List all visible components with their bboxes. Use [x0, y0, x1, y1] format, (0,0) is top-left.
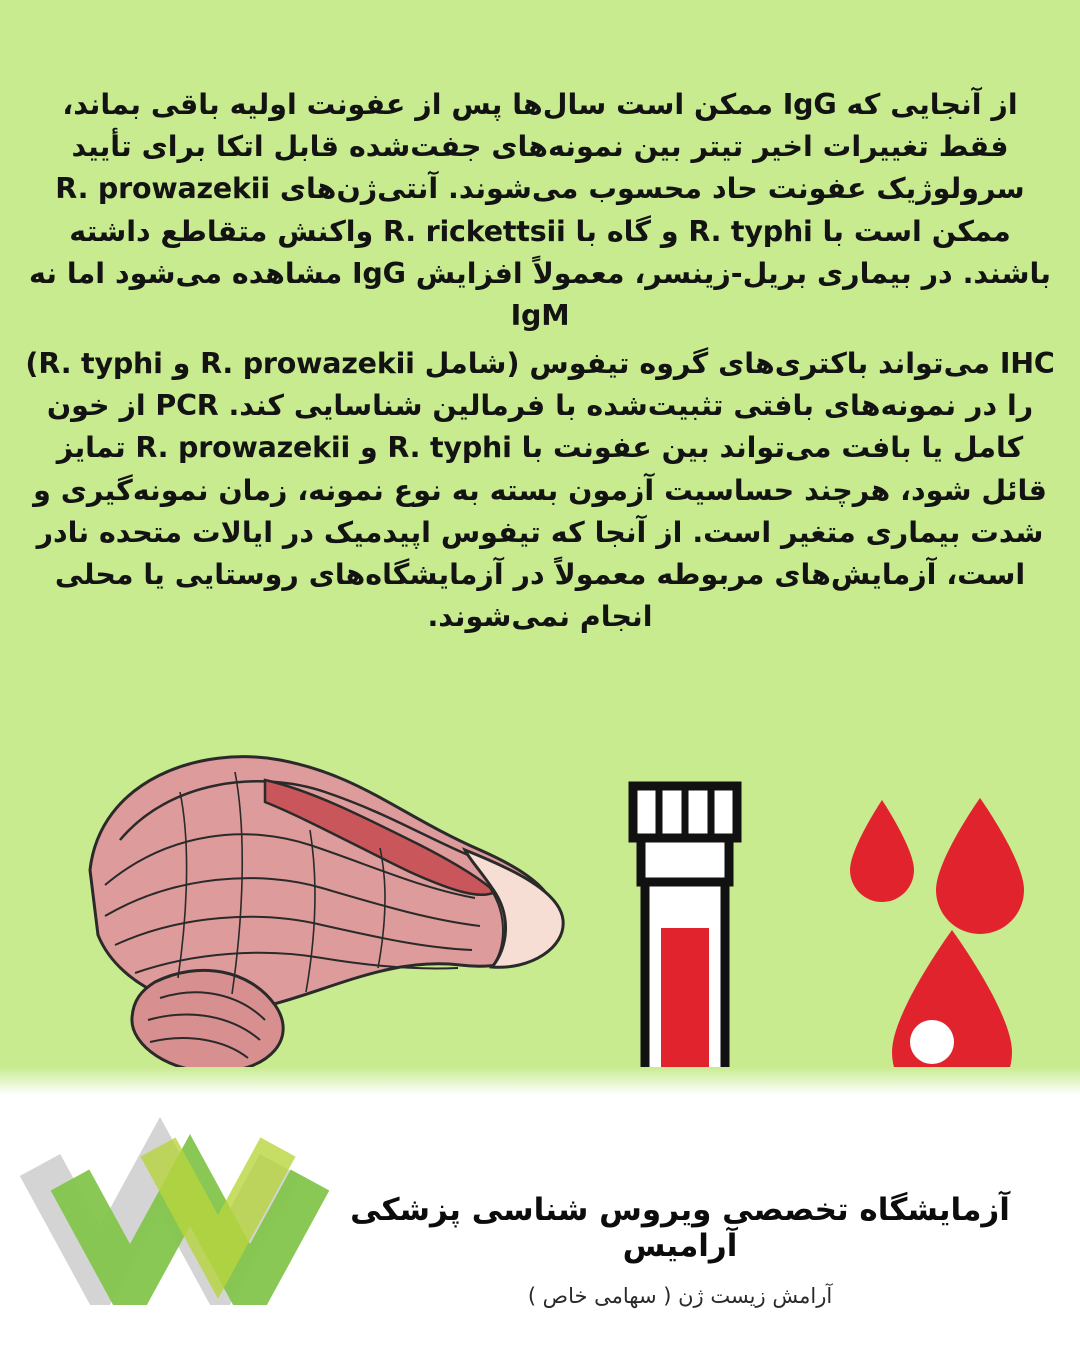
muscle-tissue-illustration — [60, 720, 580, 1080]
paragraph-1: از آنجایی که IgG ممکن است سال‌ها پس از عفونت اولیه باقی بماند، فقط تغییرات اخیر تیتر بین نمونه‌های جفت‌شده قابل اتکا برای تأیید سرولوژیک عفونت حاد محسوب می‌شوند. آنتی‌ژن‌های R. prowazekii ممکن است با R. typhi و گاه با R. rickettsii واکنش متقاطع داشته باشند. در بیماری بریل-زینسر، معمولاً افزایش IgG مشاهده می‌شود اما نه IgM — [29, 88, 1051, 332]
brand-name: آزمایشگاه تخصصی ویروس شناسی پزشکی آرامیس — [350, 1192, 1010, 1264]
background-fade — [0, 1067, 1080, 1095]
brand-subtitle: آرامش زیست ژن ( سهامی خاص ) — [527, 1284, 833, 1308]
article-text — [0, 84, 1080, 642]
footer-bar — [0, 1095, 1080, 1350]
paragraph-2: IHC می‌تواند باکتری‌های گروه تیفوس (شامل R. prowazekii و R. typhi) را در نمونه‌های بافتی تثبیت‌شده با فرمالین شناسایی کند. PCR از خون کامل یا بافت می‌تواند بین عفونت با R. typhi و R. prowazekii تمایز قائل شود، هرچند حساسیت آزمون بسته به نوع نمونه، زمان نمونه‌گیری و شدت بیماری متغیر است. از آنجا که تیفوس اپیدمیک در ایالات متحده نادر است، آزمایش‌های مربوطه معمولاً در آزمایشگاه‌های روستایی یا محلی انجام نمی‌شوند. — [25, 347, 1055, 634]
blood-drops-icon — [840, 790, 1040, 1110]
illustration-group — [0, 700, 1080, 1100]
